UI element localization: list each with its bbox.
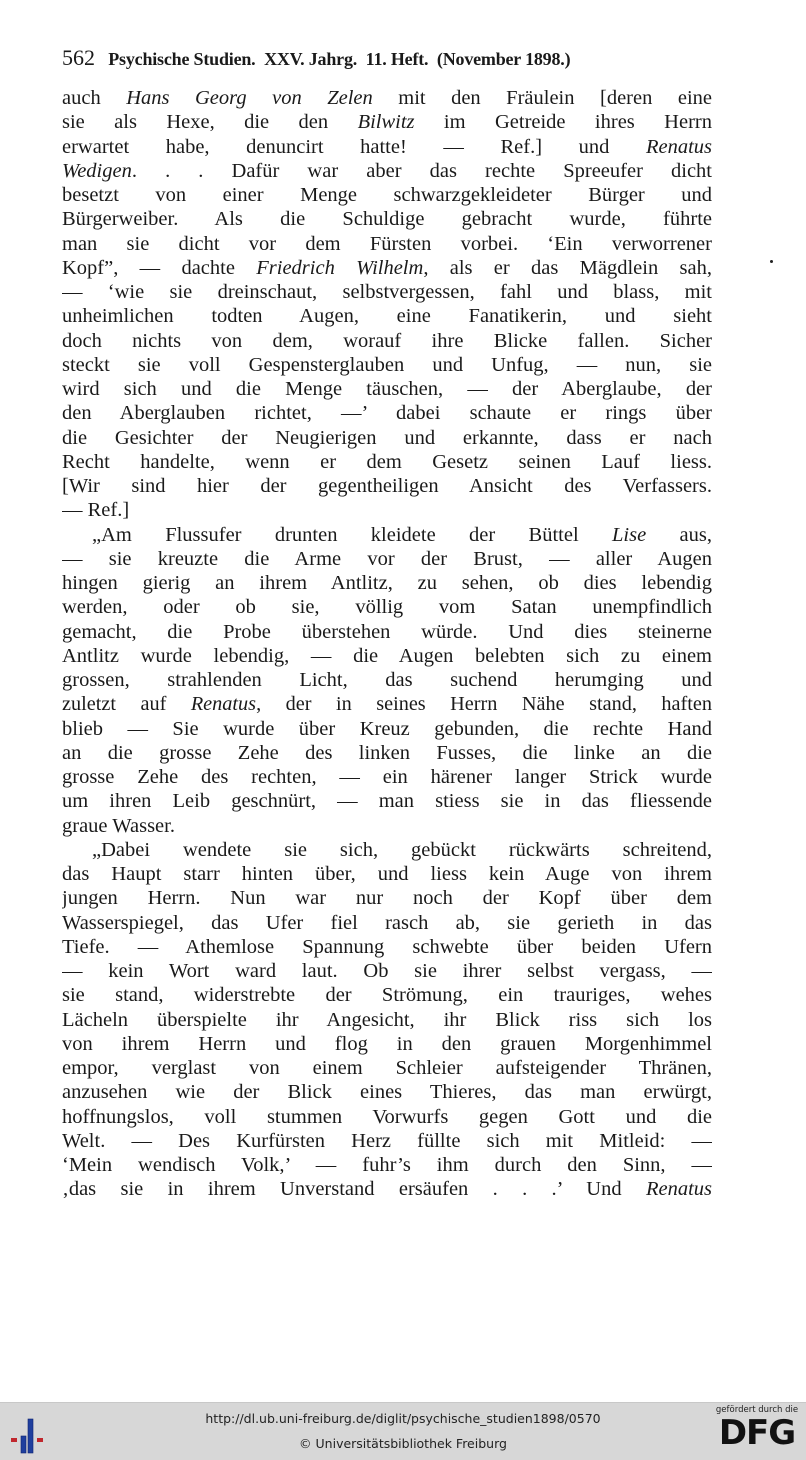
text-run: sie stand, widerstrebte der Strömung, ein trauriges, wehes — [62, 984, 712, 1007]
text-line — [62, 498, 712, 522]
text-run: hoffnungslos, voll stummen Vorwurfs gegen Gott und die — [62, 1105, 712, 1128]
text-line — [62, 838, 712, 862]
text-run: ‚das sie in ihrem Unverstand ersäufen . . .’ Und — [62, 1178, 646, 1201]
italic-name: Lise — [612, 523, 647, 546]
text-line — [62, 256, 712, 280]
text-line — [62, 814, 712, 838]
text-line — [62, 1105, 712, 1129]
text-line — [62, 135, 712, 159]
text-line — [62, 450, 712, 474]
text-line — [62, 329, 712, 353]
text-run: werden, oder ob sie, völlig vom Satan unempfindlich — [62, 596, 712, 619]
text-line — [62, 1056, 712, 1080]
text-run: das Haupt starr hinten über, und liess kein Auge von ihrem — [62, 863, 712, 885]
text-line — [62, 207, 712, 231]
italic-name: Renatus — [645, 1178, 712, 1201]
text-line — [62, 1008, 712, 1032]
text-line — [62, 741, 712, 765]
footer-bar — [0, 1402, 806, 1460]
text-run: erwartet habe, denuncirt hatte! — Ref.] und — [62, 135, 646, 158]
text-line — [62, 377, 712, 401]
text-run: die Gesichter der Neugierigen und erkannte, dass er nach — [62, 426, 712, 449]
text-line — [62, 935, 712, 959]
text-line — [62, 595, 712, 619]
text-line — [62, 959, 712, 983]
italic-name: Hans Georg von Zelen — [126, 87, 373, 109]
text-line — [62, 1153, 712, 1177]
text-run: steckt sie voll Gespensterglauben und Unfug, — nun, sie — [62, 353, 712, 376]
page-number: 562 — [62, 45, 95, 70]
text-line — [62, 886, 712, 910]
text-run: Tiefe. — Athemlose Spannung schwebte über beiden Ufern — [62, 935, 712, 958]
dfg-logo — [712, 1405, 802, 1457]
italic-name: Renatus — [645, 135, 712, 158]
text-run: Lächeln überspielte ihr Angesicht, ihr Blick riss sich los — [62, 1008, 712, 1031]
text-run: grossen, strahlenden Licht, das suchend herumging und — [62, 669, 712, 691]
text-line — [62, 1177, 712, 1201]
text-run: Welt. — Des Kurfürsten Herz füllte sich mit Mitleid: — — [62, 1129, 712, 1152]
text-line — [62, 717, 712, 741]
text-run: , als er das Mägdlein sah, — [423, 256, 712, 279]
text-line — [62, 474, 712, 498]
text-line — [62, 353, 712, 377]
text-run: — kein Wort ward laut. Ob sie ihrer selbst vergass, — — [62, 960, 712, 982]
text-line — [62, 159, 712, 183]
text-line — [62, 911, 712, 935]
text-run: Wasserspiegel, das Ufer fiel rasch ab, sie gerieth in das — [62, 911, 712, 934]
text-line — [62, 620, 712, 644]
text-line — [62, 692, 712, 716]
italic-name: Wedigen — [62, 159, 132, 182]
text-run: grosse Zehe des rechten, — ein härener langer Strick wurde — [62, 766, 712, 788]
text-line — [62, 644, 712, 668]
text-run: aus, — [646, 523, 712, 546]
text-line — [62, 571, 712, 595]
text-line — [62, 547, 712, 571]
text-run: den Aberglauben richtet, —’ dabei schaute er rings über — [62, 402, 712, 425]
text-run: um ihren Leib geschnürt, — man stiess sie in das fliessende — [62, 790, 712, 813]
text-line — [62, 1032, 712, 1056]
text-line — [62, 232, 712, 256]
text-run: gemacht, die Probe überstehen würde. Und dies steinerne — [62, 620, 712, 643]
text-line — [62, 426, 712, 450]
source-url[interactable]: http://dl.ub.uni-freiburg.de/diglit/psychische_studien1898/0570 — [205, 1411, 601, 1426]
text-run: Bürgerweiber. Als die Schuldige gebracht wurde, führte — [62, 208, 712, 231]
text-run: Kopf”, — dachte — [62, 256, 257, 279]
text-run: — Ref.] — [62, 499, 130, 522]
text-run: zuletzt auf — [62, 693, 191, 716]
text-run: besetzt von einer Menge schwarzgekleideter Bürger und — [62, 184, 712, 206]
text-line — [62, 304, 712, 328]
text-run: — sie kreuzte die Arme vor der Brust, — aller Augen — [62, 547, 712, 570]
text-line — [62, 401, 712, 425]
text-line — [62, 668, 712, 692]
text-line — [62, 765, 712, 789]
text-run: hingen gierig an ihrem Antlitz, zu sehen, ob dies lebendig — [62, 572, 712, 594]
text-line — [62, 523, 712, 547]
text-line — [62, 86, 712, 110]
text-run: blieb — Sie wurde über Kreuz gebunden, die rechte Hand — [62, 717, 712, 740]
text-run: doch nichts von dem, worauf ihre Blicke fallen. Sicher — [62, 329, 712, 352]
text-run: wird sich und die Menge täuschen, — der Aberglaube, der — [62, 378, 712, 400]
text-run: an die grosse Zehe des linken Fusses, die linke an die — [62, 741, 712, 764]
italic-name: Friedrich Wilhelm — [256, 256, 424, 279]
text-line — [62, 110, 712, 134]
running-title: Psychische Studien. XXV. Jahrg. 11. Heft. (November 1898.) — [108, 49, 571, 69]
text-line — [62, 183, 712, 207]
text-run: von ihrem Herrn und flog in den grauen Morgenhimmel — [62, 1032, 712, 1055]
text-run: Recht handelte, wenn er dem Gesetz seinen Lauf liess. — [62, 450, 712, 473]
text-run: Antlitz wurde lebendig, — die Augen belebten sich zu einem — [62, 644, 712, 667]
text-run: auch — [62, 87, 127, 109]
dfg-wordmark: DFG — [718, 1413, 796, 1453]
text-run: „Dabei wendete sie sich, gebückt rückwärts schreitend, — [92, 838, 712, 861]
text-run: [Wir sind hier der gegentheiligen Ansicht des Verfassers. — [62, 475, 712, 497]
italic-name: Renatus — [190, 693, 257, 716]
running-header — [62, 45, 712, 75]
text-line — [62, 1080, 712, 1104]
text-run: graue Wasser. — [62, 814, 175, 837]
text-run: mit den Fräulein [deren eine — [372, 87, 712, 109]
text-run: sie als Hexe, die den — [62, 111, 358, 134]
text-run: , der in seines Herrn Nähe stand, haften — [256, 693, 712, 716]
text-run: empor, verglast von einem Schleier aufsteigender Thränen, — [62, 1057, 712, 1079]
text-run: im Getreide ihres Herrn — [414, 111, 712, 134]
text-run: „Am Flussufer drunten kleidete der Büttel — [92, 523, 613, 546]
text-line — [62, 1129, 712, 1153]
text-run: man sie dicht vor dem Fürsten vorbei. ‘Ein verworrener — [62, 232, 712, 255]
margin-dot — [770, 260, 773, 263]
text-run: . . . Dafür war aber das rechte Spreeufer dicht — [131, 159, 712, 182]
text-line — [62, 862, 712, 886]
text-run: anzusehen wie der Blick eines Thieres, das man erwürgt, — [62, 1081, 712, 1104]
text-run: jungen Herrn. Nun war nur noch der Kopf über dem — [62, 887, 712, 910]
italic-name: Bilwitz — [357, 111, 415, 134]
text-line — [62, 280, 712, 304]
text-run: ‘Mein wendisch Volk,’ — fuhr’s ihm durch den Sinn, — — [62, 1154, 712, 1176]
body-text — [62, 86, 712, 1202]
text-line — [62, 789, 712, 813]
text-run: — ‘wie sie dreinschaut, selbstvergessen, fahl und blass, mit — [62, 281, 712, 303]
dfg-caption: gefördert durch die — [715, 1405, 799, 1415]
text-line — [62, 983, 712, 1007]
copyright-notice: © Universitätsbibliothek Freiburg — [299, 1436, 507, 1451]
text-run: unheimlichen todten Augen, eine Fanatikerin, und sieht — [62, 305, 712, 328]
